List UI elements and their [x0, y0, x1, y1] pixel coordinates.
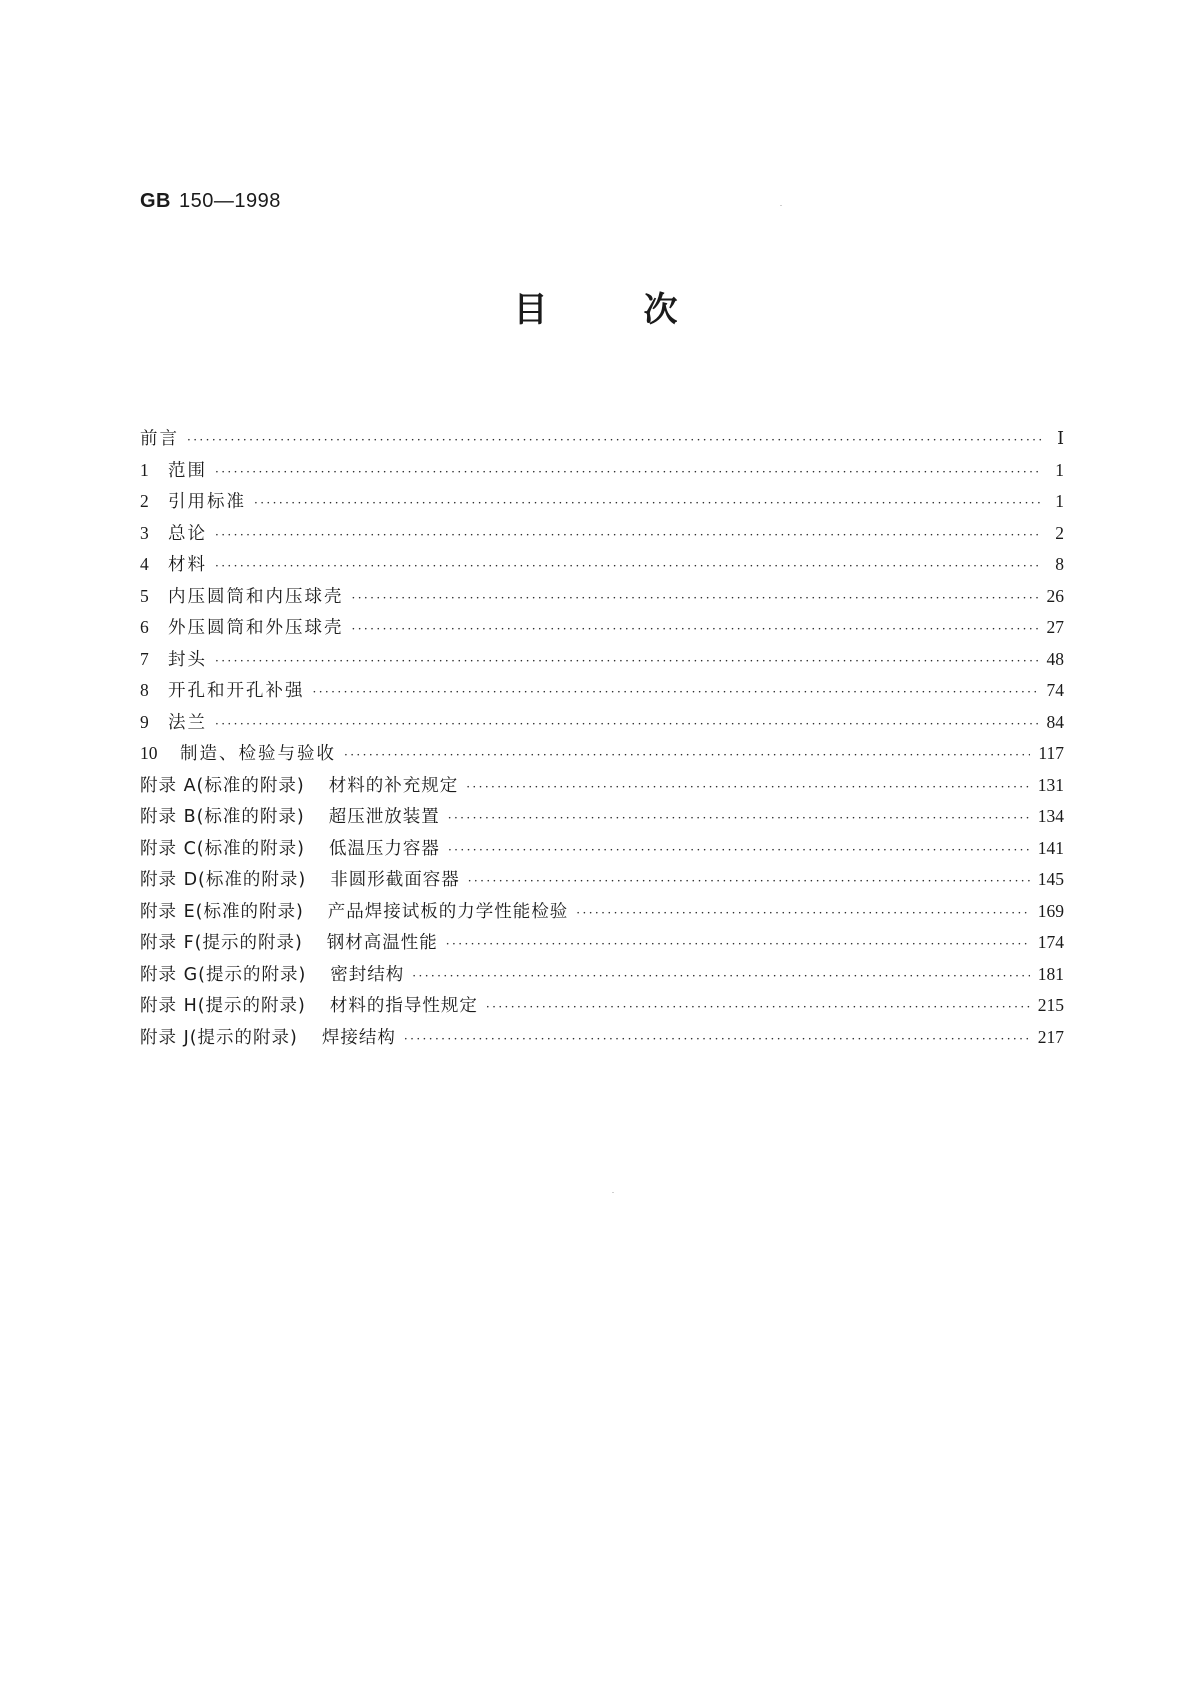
dot-leader: [352, 583, 1039, 615]
toc-entry-page: 131: [1037, 774, 1064, 795]
dot-leader: [215, 709, 1039, 741]
toc-entry-title: 引用标准: [168, 492, 246, 512]
toc-entry-title: 材料: [168, 555, 207, 575]
toc-entry-title: 内压圆筒和内压球壳: [168, 586, 344, 607]
appendix-title: 密封结构: [330, 964, 405, 985]
toc-entry-page: 217: [1037, 1026, 1064, 1047]
toc-entry-title: 开孔和开孔补强: [168, 681, 305, 701]
toc-entry-2[interactable]: [140, 486, 1064, 518]
toc-entry-page: 169: [1037, 900, 1064, 921]
toc-entry-8[interactable]: [140, 675, 1064, 707]
toc-entry-number: 5: [140, 585, 149, 606]
toc-entry-10[interactable]: [140, 738, 1064, 770]
standard-prefix: GB: [140, 190, 171, 212]
toc-entry-number: 8: [140, 680, 149, 700]
appendix-label: 附录 F(提示的附录): [140, 933, 303, 953]
appendix-title: 产品焊接试板的力学性能检验: [327, 901, 569, 922]
toc-entry-number: 3: [140, 522, 149, 543]
dot-leader: [254, 488, 1042, 520]
toc-entry-number: 6: [140, 617, 149, 637]
appendix-label: 附录 D(标准的附录): [140, 870, 307, 890]
dot-leader: [352, 614, 1039, 646]
toc-entry-title: 外压圆筒和外压球壳: [168, 618, 344, 638]
page-title: 目次: [513, 290, 774, 330]
toc-entry-page: 26: [1046, 585, 1064, 606]
toc-entry-page: 174: [1037, 932, 1064, 952]
standard-header: [140, 190, 281, 213]
appendix-title: 低温压力容器: [328, 838, 440, 859]
appendix-title: 材料的指导性规定: [329, 996, 478, 1016]
toc-entry-page: 1: [1055, 491, 1064, 511]
toc-entry-page: 181: [1037, 963, 1064, 984]
dot-leader: [344, 740, 1030, 772]
scan-speck: [612, 1192, 614, 1193]
appendix-title: 钢材高温性能: [326, 933, 438, 953]
dot-leader: [446, 929, 1030, 961]
toc-appendix-g[interactable]: [140, 959, 1064, 991]
toc-entry-page: 27: [1046, 617, 1064, 637]
dot-leader: [187, 425, 1042, 457]
toc-entry-number: 10: [140, 743, 158, 763]
appendix-title: 材料的补充规定: [328, 775, 459, 796]
dot-leader: [576, 898, 1029, 930]
toc-entry-number: 2: [140, 491, 149, 511]
toc-entry-page: 8: [1055, 554, 1064, 574]
dot-leader: [215, 457, 1042, 489]
toc-entry-6[interactable]: [140, 612, 1064, 644]
toc-appendix-d[interactable]: [140, 864, 1064, 896]
toc-entry-3[interactable]: [140, 518, 1064, 550]
toc-entry-number: 1: [140, 459, 149, 480]
toc-appendix-h[interactable]: [140, 990, 1064, 1022]
toc-entry-title: 封头: [168, 649, 207, 670]
toc-entry-page: 48: [1046, 648, 1064, 669]
dot-leader: [448, 835, 1030, 867]
dot-leader: [404, 1024, 1030, 1056]
scan-speck: [780, 205, 782, 206]
toc-entry-foreword[interactable]: [140, 423, 1064, 455]
standard-number: 150—1998: [179, 190, 281, 212]
appendix-label: 附录 A(标准的附录): [140, 775, 305, 796]
toc-entry-number: 7: [140, 648, 149, 669]
toc-entry-page: 117: [1038, 743, 1064, 763]
toc-entry-number: 4: [140, 554, 149, 574]
toc-entry-title: 法兰: [168, 712, 207, 733]
dot-leader: [313, 677, 1039, 709]
appendix-title: 焊接结构: [321, 1027, 396, 1048]
toc-appendix-j[interactable]: [140, 1022, 1064, 1054]
appendix-label: 附录 G(提示的附录): [140, 964, 307, 985]
toc-appendix-b[interactable]: [140, 801, 1064, 833]
toc-entry-title: 前言: [140, 429, 179, 449]
toc-entry-page: 84: [1046, 711, 1064, 732]
toc-appendix-a[interactable]: [140, 770, 1064, 802]
toc-entry-page: 145: [1037, 869, 1064, 889]
toc-entry-page: 215: [1037, 995, 1064, 1015]
toc-entry-1[interactable]: [140, 455, 1064, 487]
dot-leader: [412, 961, 1029, 993]
toc-appendix-f[interactable]: [140, 927, 1064, 959]
appendix-title: 超压泄放装置: [328, 807, 440, 827]
dot-leader: [215, 520, 1042, 552]
appendix-label: 附录 J(提示的附录): [140, 1027, 298, 1048]
appendix-label: 附录 B(标准的附录): [140, 807, 305, 827]
dot-leader: [215, 646, 1039, 678]
toc-entry-title: 总论: [168, 523, 207, 544]
dot-leader: [215, 551, 1042, 583]
toc-appendix-c[interactable]: [140, 833, 1064, 865]
appendix-label: 附录 H(提示的附录): [140, 996, 306, 1016]
toc-appendix-e[interactable]: [140, 896, 1064, 928]
toc-entry-page: 134: [1037, 806, 1064, 826]
toc-entry-number: 9: [140, 711, 149, 732]
toc-entry-page: 2: [1055, 522, 1064, 543]
toc-entry-title: 制造、检验与验收: [180, 744, 336, 764]
toc-entry-title: 范围: [168, 460, 207, 481]
table-of-contents: [140, 423, 1064, 1053]
appendix-title: 非圆形截面容器: [330, 870, 460, 890]
dot-leader: [448, 803, 1030, 835]
appendix-label: 附录 C(标准的附录): [140, 838, 305, 859]
dot-leader: [486, 992, 1030, 1024]
dot-leader: [466, 772, 1030, 804]
toc-entry-page: 74: [1046, 680, 1064, 700]
dot-leader: [468, 866, 1030, 898]
appendix-label: 附录 E(标准的附录): [140, 901, 304, 922]
toc-entry-7[interactable]: [140, 644, 1064, 676]
toc-entry-page: Ⅰ: [1057, 428, 1064, 448]
toc-entry-page: 1: [1055, 459, 1064, 480]
toc-entry-9[interactable]: [140, 707, 1064, 739]
toc-entry-4[interactable]: [140, 549, 1064, 581]
toc-entry-5[interactable]: [140, 581, 1064, 613]
toc-entry-page: 141: [1037, 837, 1064, 858]
